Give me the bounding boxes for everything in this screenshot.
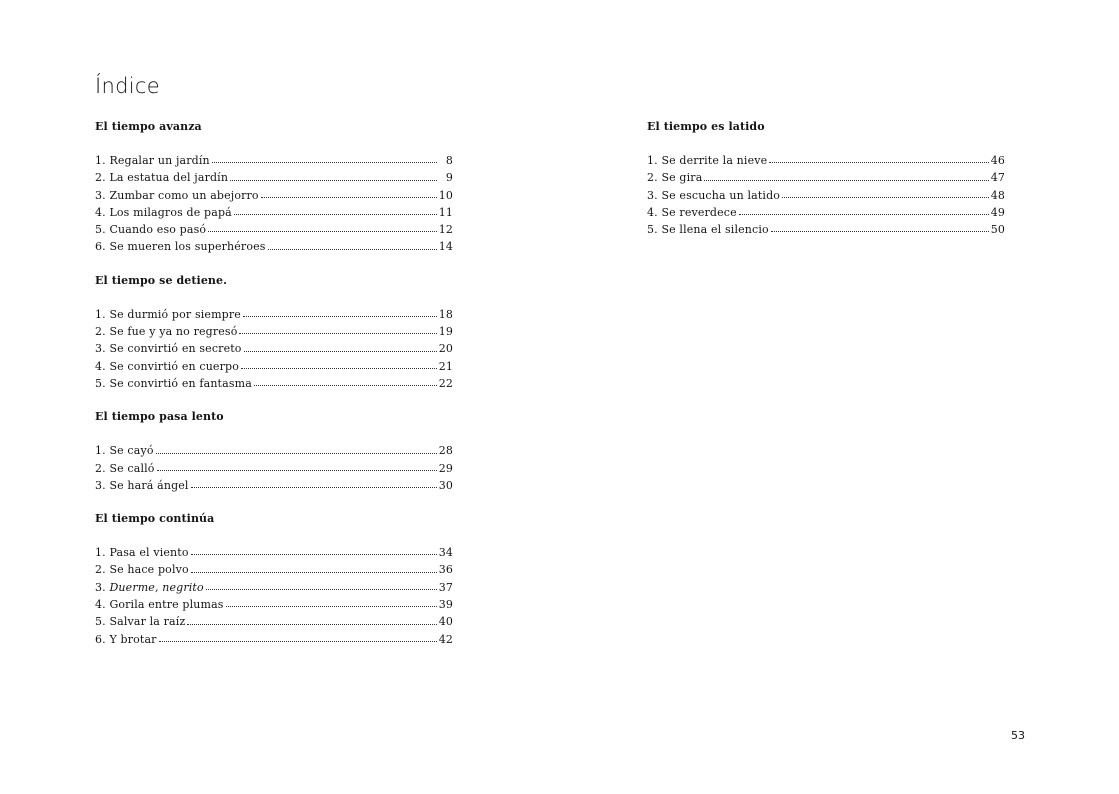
- toc-section: [647, 118, 1005, 238]
- toc-entry-title: 4. Se convirtió en cuerpo: [95, 359, 239, 373]
- toc-entry-page: 9: [445, 171, 453, 185]
- toc-entry-page: 30: [438, 478, 453, 492]
- dot-leader: [230, 180, 437, 181]
- dot-leader: [704, 180, 988, 181]
- toc-entry-title: 1. Se derrite la nieve: [647, 154, 768, 167]
- toc-entry: [95, 238, 453, 255]
- section-title: El tiempo se detiene.: [95, 273, 228, 287]
- toc-section: [95, 408, 453, 494]
- dot-leader: [739, 214, 989, 215]
- toc-column-right: [647, 118, 1005, 254]
- toc-list: [95, 152, 453, 256]
- toc-entry: [95, 152, 453, 169]
- toc-entry-page: 34: [438, 546, 453, 560]
- toc-entry-page: 28: [438, 444, 453, 458]
- toc-entry-title: 4. Los milagros de papá: [95, 205, 232, 219]
- toc-entry-title: 3. Zumbar como un abejorro: [95, 188, 259, 202]
- toc-entry-page: 12: [438, 223, 453, 237]
- section-title: El tiempo pasa lento: [95, 410, 224, 424]
- toc-entry-page: 50: [990, 223, 1005, 237]
- toc-entry-page: 14: [438, 240, 453, 254]
- toc-entry-page: 42: [438, 632, 453, 646]
- toc-entry: [95, 596, 453, 613]
- dot-leader: [771, 231, 989, 232]
- dot-leader: [157, 470, 437, 471]
- section-title: El tiempo continúa: [95, 512, 215, 526]
- toc-entry-title: 5. Salvar la raíz: [95, 615, 186, 629]
- toc-entry-page: 47: [990, 171, 1005, 185]
- dot-leader: [244, 351, 437, 352]
- toc-entry-page: 39: [438, 598, 453, 612]
- toc-entry: [647, 204, 1005, 221]
- toc-entry: [95, 631, 453, 648]
- dot-leader: [191, 487, 437, 488]
- page-title: Índice: [95, 74, 160, 98]
- toc-entry-page: 22: [438, 376, 453, 390]
- dot-leader: [241, 368, 437, 369]
- toc-entry-title: 2. Se gira: [647, 171, 703, 185]
- toc-entry-title: 5. Se convirtió en fantasma: [95, 376, 252, 390]
- toc-entry: [95, 613, 453, 630]
- toc-entry-title: 6. Se mueren los superhéroes: [95, 240, 266, 254]
- section-title: El tiempo avanza: [95, 120, 202, 133]
- toc-entry: [95, 477, 453, 494]
- toc-entry-title: 2. Se fue y ya no regresó: [95, 325, 238, 339]
- dot-leader: [226, 606, 437, 607]
- toc-entry: [647, 221, 1005, 238]
- toc-entry: [95, 442, 453, 459]
- toc-entry-number: 3.: [95, 580, 106, 594]
- dot-leader: [191, 554, 437, 555]
- page-number: 53: [1011, 729, 1025, 742]
- toc-entry-title: 5. Cuando eso pasó: [95, 223, 207, 237]
- toc-entry-page: 37: [438, 580, 453, 594]
- dot-leader: [254, 385, 437, 386]
- dot-leader: [769, 162, 988, 163]
- toc-entry: [647, 152, 1005, 169]
- toc-entry-page: 48: [990, 188, 1005, 202]
- toc-entry-page: 29: [438, 461, 453, 475]
- toc-entry: [95, 323, 453, 340]
- toc-entry: [95, 460, 453, 477]
- toc-entry: [647, 169, 1005, 186]
- toc-entry: [95, 306, 453, 323]
- dot-leader: [208, 231, 437, 232]
- toc-entry-title: 3. Se convirtió en secreto: [95, 342, 242, 356]
- toc-entry-page: 11: [438, 205, 453, 219]
- toc-list: [95, 442, 453, 494]
- toc-section: [95, 118, 453, 256]
- toc-list: [647, 152, 1005, 238]
- dot-leader: [187, 624, 436, 625]
- toc-entry-page: 10: [438, 188, 453, 202]
- dot-leader: [159, 641, 437, 642]
- toc-entry-page: 19: [438, 325, 453, 339]
- toc-entry-page: 8: [445, 154, 453, 167]
- toc-entry: [95, 187, 453, 204]
- toc-entry: [95, 169, 453, 186]
- toc-section: [95, 510, 453, 648]
- toc-entry: [95, 561, 453, 578]
- toc-entry: [95, 375, 453, 392]
- toc-entry-page: 18: [438, 307, 453, 321]
- dot-leader: [261, 197, 437, 198]
- dot-leader: [212, 162, 437, 163]
- toc-entry-title: [95, 579, 204, 596]
- toc-entry-italic-title: Duerme, negrito: [109, 580, 204, 594]
- toc-list: [95, 306, 453, 392]
- toc-entry-page: 46: [990, 154, 1005, 167]
- toc-entry: [95, 204, 453, 221]
- dot-leader: [206, 589, 437, 590]
- toc-entry-title: 1. Se durmió por siempre: [95, 307, 241, 321]
- dot-leader: [782, 197, 989, 198]
- toc-list: [95, 544, 453, 648]
- dot-leader: [268, 249, 437, 250]
- dot-leader: [156, 453, 437, 454]
- toc-entry: [95, 544, 453, 561]
- toc-entry-title: 1. Pasa el viento: [95, 546, 189, 560]
- toc-entry-title: 2. Se calló: [95, 461, 155, 475]
- toc-entry-title: 6. Y brotar: [95, 632, 157, 646]
- toc-entry-title: 4. Se reverdece: [647, 205, 737, 219]
- toc-entry-title: 3. Se hará ángel: [95, 478, 189, 492]
- toc-entry-title: 1. Regalar un jardín: [95, 154, 210, 167]
- toc-entry: [95, 340, 453, 357]
- dot-leader: [234, 214, 437, 215]
- toc-entry: [95, 358, 453, 375]
- toc-entry-title: 4. Gorila entre plumas: [95, 598, 224, 612]
- section-title: El tiempo es latido: [647, 120, 765, 133]
- toc-entry-title: 2. La estatua del jardín: [95, 171, 229, 185]
- toc-entry: [95, 579, 453, 596]
- toc-entry-title: 2. Se hace polvo: [95, 563, 189, 577]
- toc-entry-title: 1. Se cayó: [95, 444, 154, 458]
- toc-entry-page: 40: [438, 615, 453, 629]
- toc-entry-page: 20: [438, 342, 453, 356]
- dot-leader: [191, 572, 437, 573]
- dot-leader: [239, 333, 436, 334]
- toc-entry-title: 3. Se escucha un latido: [647, 188, 781, 202]
- dot-leader: [243, 316, 437, 317]
- toc-entry-title: 5. Se llena el silencio: [647, 223, 769, 237]
- toc-entry-page: 21: [438, 359, 453, 373]
- toc-entry-page: 36: [438, 563, 453, 577]
- toc-entry-page: 49: [990, 205, 1005, 219]
- toc-entry: [95, 221, 453, 238]
- toc-section: [95, 272, 453, 392]
- toc-entry: [647, 187, 1005, 204]
- toc-column-left: [95, 118, 453, 664]
